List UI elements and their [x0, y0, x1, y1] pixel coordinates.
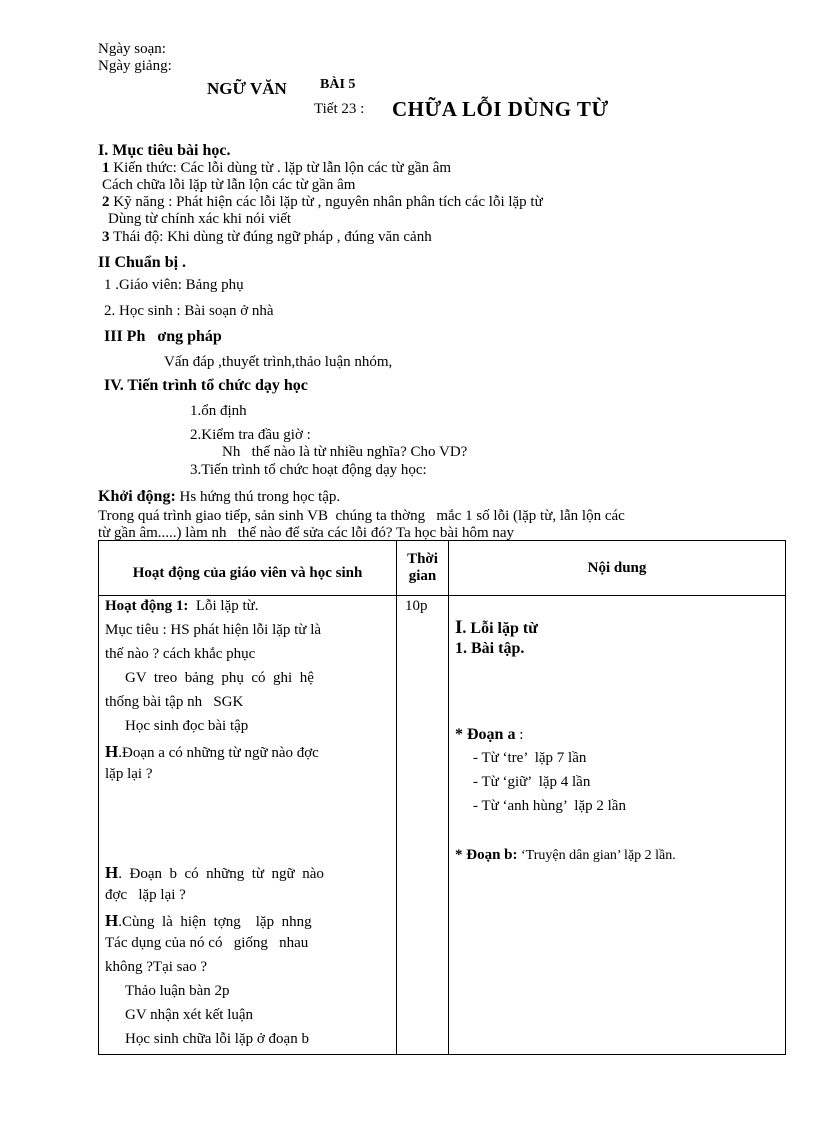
roman-numeral: I: [455, 617, 463, 638]
preparation-heading: II Chuẩn bị .: [98, 254, 187, 271]
content-heading-2: 1. Bài tập.: [455, 640, 525, 657]
knowledge-line: [102, 161, 451, 176]
knowledge-text: Kiến thức: Các lỗi dùng từ . lặp từ lẫn lộn các từ gần âm: [109, 160, 452, 176]
procedure-step-1: 1.ổn định: [190, 403, 247, 419]
question-a-marker: H: [105, 742, 119, 761]
attitude-line: [102, 230, 432, 245]
method-text: Vấn đáp ,thuyết trình,thảo luận nhóm,: [164, 354, 393, 370]
attitude-text: Thái độ: Khi dùng từ đúng ngữ pháp , đúng văn cảnh: [109, 229, 432, 245]
question-b-line: [105, 864, 324, 882]
activity-column-header: [99, 541, 397, 596]
doan-b-label: * Đoạn b:: [455, 847, 518, 863]
doan-a-colon: :: [515, 727, 524, 743]
question-b-marker: H: [105, 863, 119, 882]
doan-a-label: * Đoạn a: [455, 726, 516, 743]
teacher-prep: 1 .Giáo viên: Bảng phụ: [104, 277, 244, 293]
procedure-step-3: 3.Tiến trình tổ chức hoạt động dạy học:: [190, 462, 427, 478]
lesson-title: CHỮA LỖI DÙNG TỪ: [392, 97, 609, 121]
skill-line-2: Dùng từ chính xác khi nói viết: [108, 211, 292, 227]
warmup-label: Khởi động:: [98, 488, 176, 505]
question-b-text: . Đoạn b có những từ ngữ nào: [118, 866, 324, 882]
procedure-heading: IV. Tiến trình tổ chức dạy học: [104, 377, 308, 394]
question-b-line-2: đợc lặp lại ?: [105, 887, 186, 903]
question-a-line: [105, 743, 319, 761]
teacher-conclusion-line: GV nhận xét kết luận: [125, 1007, 254, 1023]
activity-table: [98, 540, 786, 1055]
activity-cell: [99, 596, 397, 1055]
question-c-marker: H: [105, 911, 119, 930]
time-column-header: [397, 541, 449, 596]
warmup-line: [98, 489, 340, 505]
subject-title: NGỮ VĂN: [207, 79, 287, 98]
activity-1-line: [105, 599, 259, 614]
method-heading: III Ph ơng pháp: [104, 328, 222, 345]
question-a-text: .Đoạn a có những từ ngữ nào đợc: [118, 745, 319, 761]
skill-text: Kỹ năng : Phát hiện các lỗi lặp từ , nguyên nhân phân tích các lỗi lặp từ: [109, 194, 543, 210]
time-cell: [397, 596, 449, 1055]
discussion-line: Thảo luận bàn 2p: [125, 983, 230, 999]
objective-line-2: thế nào ? cách khắc phục: [105, 646, 256, 662]
teach-date-label: Ngày giảng:: [98, 58, 172, 74]
student-prep: 2. Học sinh : Bài soạn ở nhà: [104, 303, 274, 319]
skill-number: 2: [102, 194, 110, 210]
objective-line: Mục tiêu : HS phát hiện lỗi lặp từ là: [105, 622, 322, 638]
skill-line: [102, 195, 543, 210]
question-c-line-2: Tác dụng của nó có giống nhau: [105, 935, 309, 951]
doan-a-item-1: - Từ ‘tre’ lặp 7 lần: [473, 750, 587, 766]
warmup-text: Hs hứng thú trong học tập.: [175, 489, 341, 505]
attitude-number: 3: [102, 229, 110, 245]
period-label: Tiết 23 :: [314, 101, 365, 117]
activity-1-text: Lỗi lặp từ.: [188, 598, 259, 614]
doan-a-item-3: - Từ ‘anh hùng’ lặp 2 lần: [473, 798, 626, 814]
activity-header-text: Hoạt động của giáo viên và học sinh: [132, 564, 363, 581]
time-header-text: Thời gian: [407, 551, 438, 584]
question-c-line: [105, 912, 312, 930]
teacher-board-line: GV treo bảng phụ có ghi hệ: [125, 670, 314, 686]
warmup-line-3: từ gần âm.....) làm nh thế nào để sửa các lỗi đó? Ta học bài hôm nay: [98, 525, 515, 541]
warmup-line-2: Trong quá trình giao tiếp, sản sinh VB chúng ta thờng mắc 1 số lỗi (lặp từ, lẫn lộn các: [98, 508, 625, 524]
doan-b-line: [455, 848, 676, 863]
content-heading-1: [455, 618, 538, 637]
doan-a-item-2: - Từ ‘giữ’ lặp 4 lần: [473, 774, 591, 790]
question-c-text: .Cùng là hiện tợng lặp nhng: [118, 914, 312, 930]
knowledge-line-2: Cách chữa lỗi lặp từ lẫn lộn các từ gần âm: [102, 177, 356, 193]
objectives-heading: I. Mục tiêu bài học.: [98, 142, 231, 159]
question-c-line-3: không ?Tại sao ?: [105, 959, 208, 975]
teacher-board-line-2: thống bài tập nh SGK: [105, 694, 244, 710]
doan-a-line: [455, 727, 523, 743]
content-header-text: Nội dung: [587, 559, 647, 576]
review-question: Nh thế nào là từ nhiều nghĩa? Cho VD?: [222, 444, 468, 460]
content-column-header: [449, 541, 786, 596]
activity-1-label: Hoạt động 1:: [105, 598, 189, 614]
time-value: 10p: [405, 598, 428, 614]
knowledge-number: 1: [102, 160, 110, 176]
doan-b-text: ‘Truyện dân gian’ lặp 2 lần.: [517, 848, 676, 863]
prep-date-label: Ngày soạn:: [98, 41, 166, 57]
student-read-line: Học sinh đọc bài tập: [125, 718, 249, 734]
student-fix-line: Học sinh chữa lỗi lặp ở đoạn b: [125, 1031, 309, 1047]
question-a-line-2: lặp lại ?: [105, 766, 153, 782]
lesson-number: BÀI 5: [320, 77, 356, 92]
content-heading-1-text: . Lỗi lặp từ: [462, 620, 538, 637]
procedure-step-2: 2.Kiểm tra đầu giờ :: [190, 427, 311, 443]
content-cell: [449, 596, 786, 1055]
